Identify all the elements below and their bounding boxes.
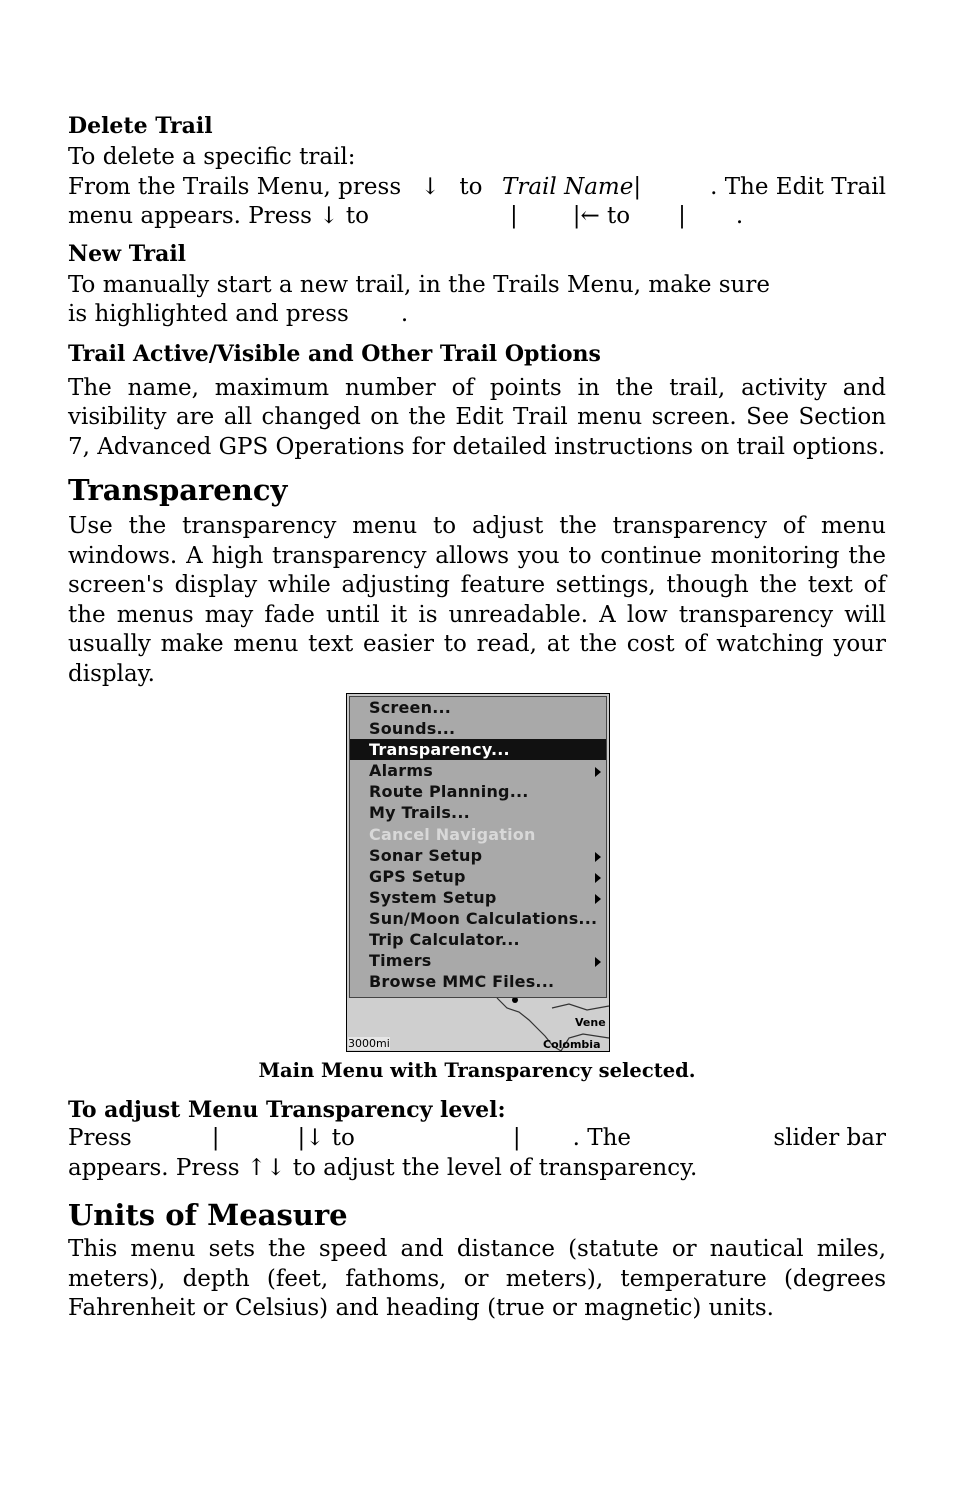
page-content-lower <box>68 1096 886 1324</box>
units-body: This menu sets the speed and distance (statute or nautical miles, meters), depth (feet, fathoms, or meters), temperature (degrees Fahrenheit or Celsius) and heading (true or magnetic) units. <box>68 1236 886 1321</box>
figure-caption: Main Menu with Transparency selected. <box>258 1059 696 1082</box>
page-content <box>68 112 886 689</box>
menu-item[interactable]: Route Planning... <box>369 782 529 802</box>
transparency-heading: Transparency <box>68 473 288 507</box>
submenu-arrow-icon <box>595 767 601 777</box>
down-arrow-icon: ↓ <box>305 1125 325 1151</box>
menu-item[interactable]: Alarms <box>350 760 606 781</box>
submenu-arrow-icon <box>595 873 601 883</box>
menu-item[interactable]: Timers <box>350 950 606 971</box>
up-down-arrows-icon: ↑↓ <box>246 1154 286 1181</box>
delete-trail-line2: menu appears. Press ↓ to | | ← to | . <box>68 202 886 232</box>
menu-item[interactable]: Browse MMC Files... <box>369 972 555 992</box>
menu-item[interactable]: Sonar Setup <box>350 845 606 866</box>
menu-item[interactable]: Sounds... <box>369 719 456 739</box>
adjust-line1: Press | | ↓ to | . The slider bar <box>68 1124 886 1154</box>
units-heading: Units of Measure <box>68 1198 348 1232</box>
new-trail-line1: To manually start a new trail, in the Trails Menu, make sure <box>68 271 770 298</box>
transparency-body: Use the transparency menu to adjust the transparency of menu windows. A high transparency allows you to continue monitoring the screen's display while adjusting feature settings, though the text of the menus may fade until it is unreadable. A low transparency will usually make menu text easier to read, at the cost of watching your display. <box>68 513 886 687</box>
adjust-line2: appears. Press ↑↓ to adjust the level of transparency. <box>68 1154 698 1181</box>
new-trail-line2: is highlighted and press . <box>68 301 409 327</box>
map-label-colombia: Colombia <box>543 1038 601 1051</box>
menu-item[interactable]: Trip Calculator... <box>369 930 520 950</box>
adjust-heading: To adjust Menu Transparency level: <box>68 1097 506 1123</box>
menu-item[interactable]: Transparency... <box>350 739 606 760</box>
trail-options-heading: Trail Active/Visible and Other Trail Options <box>68 340 601 367</box>
menu-item[interactable]: System Setup <box>350 887 606 908</box>
left-arrow-icon: ← <box>580 203 600 229</box>
map-label-venezuela: Vene <box>575 1016 606 1029</box>
down-arrow-icon: ↓ <box>420 173 440 200</box>
map-view <box>347 998 609 1051</box>
map-scale: 3000mi <box>348 1037 390 1050</box>
submenu-arrow-icon <box>595 894 601 904</box>
new-trail-heading: New Trail <box>68 240 187 267</box>
menu-item[interactable]: Screen... <box>369 698 452 717</box>
menu-item[interactable]: Cancel Navigation <box>369 824 536 844</box>
menu-item[interactable]: GPS Setup <box>350 866 606 887</box>
menu-item[interactable]: Sun/Moon Calculations... <box>369 908 598 928</box>
main-menu-screenshot <box>346 693 610 1052</box>
menu-item[interactable]: My Trails... <box>369 803 470 823</box>
delete-trail-line1: From the Trails Menu, press ↓ to Trail Name| . The Edit Trail <box>68 173 886 203</box>
trail-options-body: The name, maximum number of points in the trail, activity and visibility are all changed on the Edit Trail menu screen. See Section 7, Advanced GPS Operations for detailed instructions on trail options. <box>68 374 886 460</box>
main-menu <box>349 696 607 998</box>
delete-trail-intro: To delete a specific trail: <box>68 144 356 170</box>
down-arrow-icon: ↓ <box>319 203 339 229</box>
submenu-arrow-icon <box>595 852 601 862</box>
submenu-arrow-icon <box>595 957 601 967</box>
delete-trail-heading: Delete Trail <box>68 113 213 139</box>
